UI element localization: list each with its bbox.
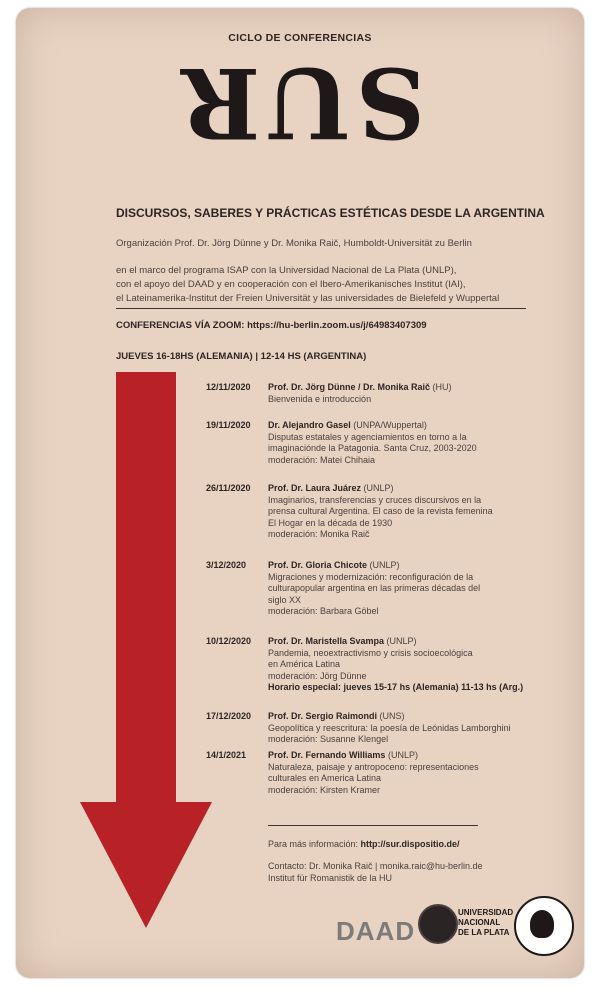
divider xyxy=(116,308,526,309)
unlp-seal-icon xyxy=(418,904,458,944)
session-line: moderación: Jörg Dünne xyxy=(268,670,367,681)
framework-text xyxy=(116,264,536,306)
poster xyxy=(16,8,584,978)
session-line: Migraciones y modernización: reconfiguración de la xyxy=(268,571,474,582)
humboldt-portrait-icon xyxy=(530,910,554,938)
speaker-affiliation: (HU) xyxy=(430,382,452,392)
session-line: Pandemia, neoextractivismo y crisis socioecológica xyxy=(268,647,473,658)
session-body xyxy=(268,750,538,796)
more-info xyxy=(268,838,460,850)
session-line: Imaginarios, transferencias y cruces discursivos en la xyxy=(268,494,482,505)
session-date: 19/11/2020 xyxy=(206,420,251,430)
session-date: 12/11/2020 xyxy=(206,382,251,392)
speaker-name: Prof. Dr. Gloria Chicote xyxy=(268,560,368,570)
unlp-line: UNIVERSIDAD xyxy=(458,908,514,917)
speaker-name: Prof. Dr. Laura Juárez xyxy=(268,483,362,493)
contact-line: Institut für Romanistik de la HU xyxy=(268,873,393,883)
session-body xyxy=(268,483,538,541)
speaker-affiliation: (UNLP) xyxy=(367,560,400,570)
session-date: 10/12/2020 xyxy=(206,636,252,646)
unlp-logo-text xyxy=(458,908,513,938)
session-line: Naturaleza, paisaje y antropoceno: representaciones xyxy=(268,761,479,772)
session-line: siglo XX xyxy=(268,594,302,605)
session-line: culturales en America Latina xyxy=(268,773,382,783)
time-line: JUEVES 16-18HS (ALEMANIA) | 12-14 HS (ARGENTINA) xyxy=(116,351,367,362)
session-line: moderación: Kirsten Kramer xyxy=(268,784,381,795)
session-line: El Hogar en la década de 1930 xyxy=(268,517,393,528)
session-line: moderación: Monika Raič xyxy=(268,529,370,539)
session-body xyxy=(268,636,538,694)
humboldt-seal-icon xyxy=(514,896,574,956)
session-date: 3/12/2020 xyxy=(206,560,247,570)
contact-line: Contacto: Dr. Monika Raič | monika.raic@hu-berlin.de xyxy=(268,861,483,871)
speaker-affiliation: (UNPA/Wuppertal) xyxy=(350,420,427,430)
speaker-name: Prof. Dr. Fernando Williams xyxy=(268,750,386,760)
speaker-affiliation: (UNLP) xyxy=(384,636,417,646)
framework-line: en el marco del programa ISAP con la Universidad Nacional de La Plata (UNLP), xyxy=(116,265,457,276)
speaker-affiliation: (UNLP) xyxy=(361,483,394,493)
session-line: moderación: Susanne Klengel xyxy=(268,734,389,744)
session-body xyxy=(268,711,538,746)
session-date: 14/1/2021 xyxy=(206,750,247,760)
speaker-affiliation: (UNS) xyxy=(377,711,405,721)
framework-line: el Lateinamerika-Institut der Freien Universität y las universidades de Bielefeld y Wuppertal xyxy=(116,293,500,304)
zoom-line: CONFERENCIAS VÍA ZOOM: https://hu-berlin.zoom.us/j/64983407309 xyxy=(116,320,427,331)
divider xyxy=(268,825,478,826)
speaker-name: Prof. Dr. Sergio Raimondi xyxy=(268,711,378,721)
more-info-label: Para más información: xyxy=(268,839,361,849)
session-line: imaginaciónde la Patagonia. Santa Cruz, 2003-2020 xyxy=(268,443,477,453)
series-label: CICLO DE CONFERENCIAS xyxy=(228,32,372,44)
speaker-affiliation: (UNLP) xyxy=(385,750,418,760)
contact xyxy=(268,860,483,884)
daad-logo: DAAD xyxy=(336,916,416,946)
session-line: Disputas estatales y agenciamientos en torno a la xyxy=(268,431,467,442)
session-date: 26/11/2020 xyxy=(206,483,251,493)
session-line: Bienvenida e introducción xyxy=(268,393,372,404)
session-body xyxy=(268,560,538,618)
subtitle: DISCURSOS, SABERES Y PRÁCTICAS ESTÉTICAS DESDE LA ARGENTINA xyxy=(116,206,545,220)
speaker-name: Prof. Dr. Maristella Svampa xyxy=(268,636,385,646)
session-line: moderación: Matei Chihaia xyxy=(268,454,376,465)
speaker-name: Dr. Alejandro Gasel xyxy=(268,420,351,430)
session-body xyxy=(268,420,538,466)
red-arrow-icon xyxy=(72,372,212,932)
session-body xyxy=(268,382,538,405)
special-schedule: Horario especial: jueves 15-17 hs (Alemania) 11-13 hs (Arg.) xyxy=(268,682,524,692)
session-line: moderación: Barbara Göbel xyxy=(268,606,379,616)
speaker-name: Prof. Dr. Jörg Dünne / Dr. Monika Raič xyxy=(268,382,431,392)
session-line: en América Latina xyxy=(268,659,341,669)
session-line: prensa cultural Argentina. El caso de la revista femenina xyxy=(268,506,493,516)
unlp-line: DE LA PLATA xyxy=(458,928,510,937)
organization: Organización Prof. Dr. Jörg Dünne y Dr. Monika Raič, Humboldt-Universität zu Berlin xyxy=(116,238,472,249)
session-line: culturapopular argentina en las primeras décadas del xyxy=(268,583,481,593)
more-info-url[interactable]: http://sur.dispositio.de/ xyxy=(360,839,460,849)
session-date: 17/12/2020 xyxy=(206,711,252,721)
framework-line: con el apoyo del DAAD y en cooperación con el Ibero-Amerikanisches Institut (IAI), xyxy=(116,279,466,290)
sur-logo: SUR xyxy=(174,46,426,159)
unlp-line: NACIONAL xyxy=(458,918,501,927)
session-line: Geopolítica y reescritura: la poesía de Leónidas Lamborghini xyxy=(268,722,511,733)
